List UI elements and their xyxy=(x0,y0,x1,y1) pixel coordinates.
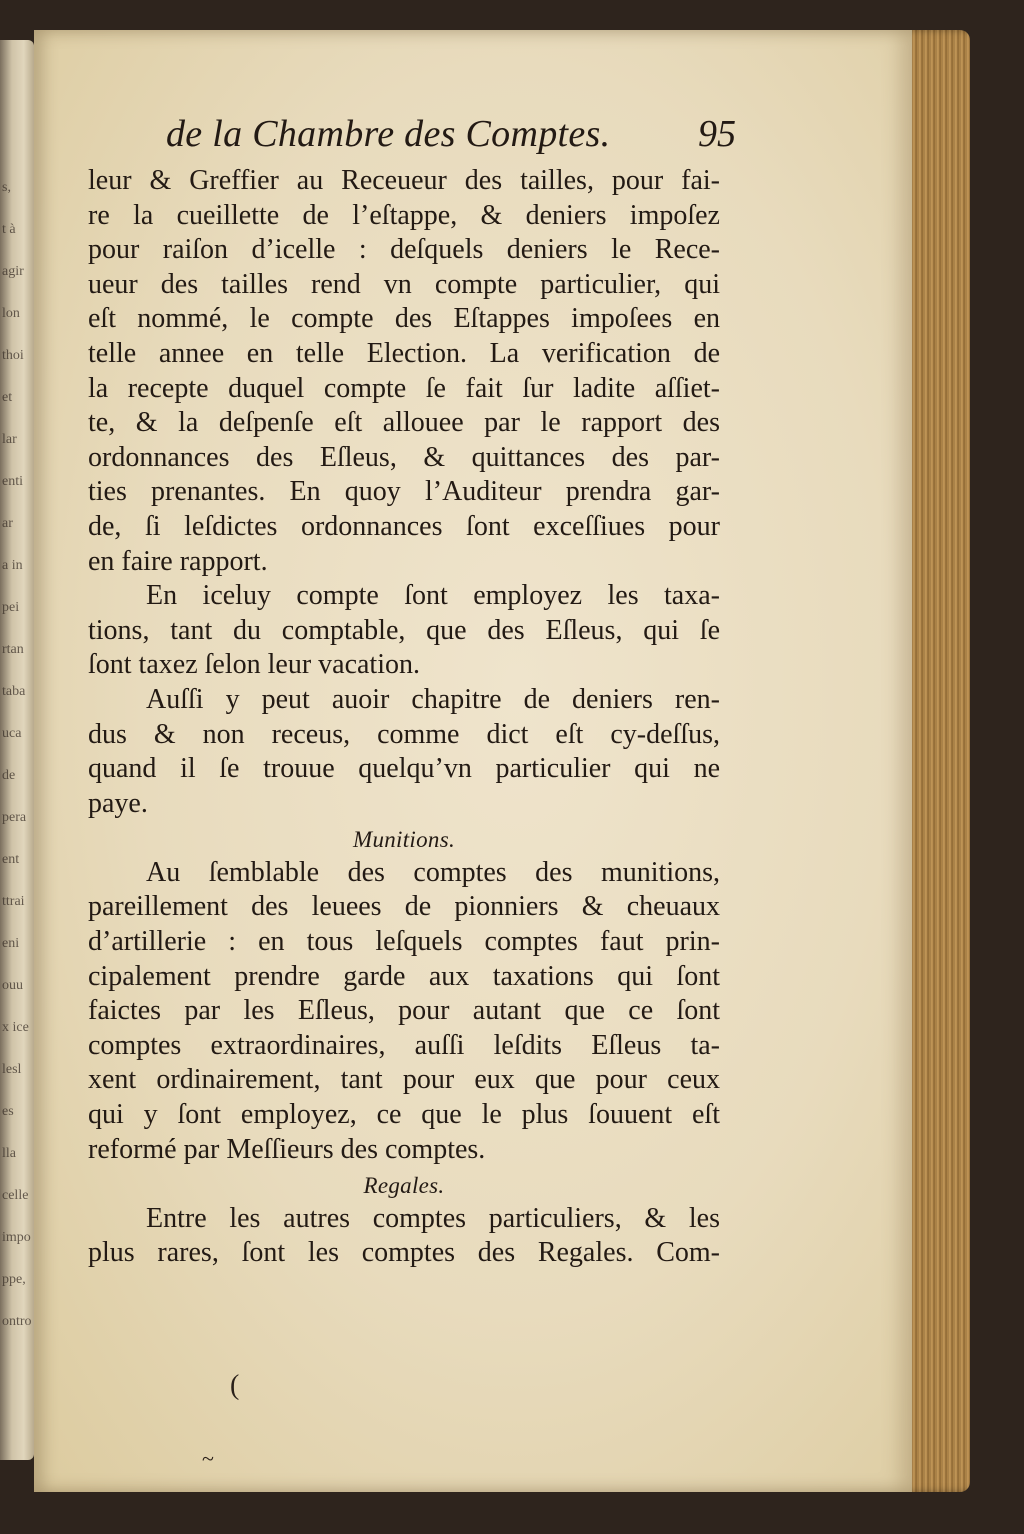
text-line: telle annee en telle Election. La verification de xyxy=(88,337,720,369)
text-line: qui y ſont employez, ce que le plus ſouuent eſt xyxy=(88,1099,720,1131)
text-line: comptes extraordinaires, auſſi leſdits Eſleus ta- xyxy=(88,1029,720,1061)
facing-page-fragment: ar xyxy=(2,516,13,531)
text-line: ſont taxez ſelon leur vacation. xyxy=(88,649,420,681)
text-line: tions, tant du comptable, que des Eſleus, qui ſe xyxy=(88,614,720,646)
paragraph-first-line: Au ſemblable des comptes des munitions, xyxy=(146,856,720,888)
text-line: xent ordinairement, tant pour eux que pour ceux xyxy=(88,1064,720,1096)
text-line: eſt nommé, le compte des Eſtappes impoſees en xyxy=(88,303,720,335)
facing-page-fragment: pei xyxy=(2,600,20,615)
text-line: leur & Greffier au Receueur des tailles, pour fai- xyxy=(88,165,720,196)
left-page-edge xyxy=(0,40,34,1460)
facing-page-fragment: de xyxy=(2,768,16,783)
facing-page-fragment: lon xyxy=(2,306,20,321)
facing-page-fragment: lesl xyxy=(2,1062,22,1077)
text-line: plus rares, ſont les comptes des Regales. Com- xyxy=(88,1237,720,1269)
stray-mark: ( xyxy=(230,1370,240,1401)
text-line: de, ſi leſdictes ordonnances ſont exceſſiues pour xyxy=(88,510,720,542)
paragraph-first-line: En iceluy compte ſont employez les taxa- xyxy=(146,580,720,612)
text-line: faictes par les Eſleus, pour autant que ce ſont xyxy=(88,995,720,1027)
facing-page-fragment: s, xyxy=(2,180,11,195)
running-title: de la Chambre des Comptes. xyxy=(166,113,611,155)
text-line: dus & non receus, comme dict eſt cy-deſſus, xyxy=(88,718,720,750)
paragraph-first-line: Auſſi y peut auoir chapitre de deniers ren- xyxy=(146,683,720,715)
text-line: cipalement prendre garde aux taxations qui ſont xyxy=(88,960,720,992)
page-number: 95 xyxy=(698,113,736,155)
text-line: pareillement des leuees de pionniers & cheuaux xyxy=(88,891,720,923)
text-line: ordonnances des Eſleus, & quittances des par- xyxy=(88,441,720,473)
facing-page-fragment: lar xyxy=(2,432,17,447)
facing-page-fragment: ouu xyxy=(2,978,23,993)
facing-page-fragment: et xyxy=(2,390,13,405)
facing-page-fragment: a in xyxy=(2,558,23,573)
text-line: la recepte duquel compte ſe fait ſur ladite aſſiet- xyxy=(88,372,720,404)
facing-page-fragment: eni xyxy=(2,936,20,951)
facing-page-fragment: rtan xyxy=(2,642,24,657)
facing-page-fragment: lla xyxy=(2,1146,16,1161)
facing-page-fragment: ent xyxy=(2,852,20,867)
text-line: ueur des tailles rend vn compte particulier, qui xyxy=(88,268,720,300)
section-heading: Munitions. xyxy=(352,827,456,853)
text-line: re la cueillette de l’eſtappe, & deniers impoſez xyxy=(88,199,720,231)
facing-page-fragment: ppe, xyxy=(2,1272,26,1287)
facing-page-fragment: enti xyxy=(2,474,23,489)
facing-page-fragment: t à xyxy=(2,222,16,237)
facing-page-fragment: ttrai xyxy=(2,894,25,909)
text-line: reformé par Meſſieurs des comptes. xyxy=(88,1133,486,1165)
facing-page-fragment: pera xyxy=(2,810,27,825)
facing-page-fragment: x ice xyxy=(2,1020,29,1035)
text-line: paye. xyxy=(88,787,148,819)
page-header xyxy=(166,112,736,160)
facing-page-fragment: taba xyxy=(2,684,26,699)
facing-page-fragment: es xyxy=(2,1104,14,1119)
text-line: quand il ſe trouue quelqu’vn particulier qui ne xyxy=(88,753,720,785)
paragraph-first-line: Entre les autres comptes particuliers, & les xyxy=(146,1202,720,1234)
facing-page-fragment: celle xyxy=(2,1188,29,1203)
text-line: en faire rapport. xyxy=(88,545,268,577)
section-heading: Regales. xyxy=(363,1173,445,1199)
text-line: pour raiſon d’icelle : deſquels deniers le Rece- xyxy=(88,234,720,266)
facing-page-fragment: agir xyxy=(2,264,24,279)
stray-mark: ~ xyxy=(202,1446,214,1471)
text-line: ties prenantes. En quoy l’Auditeur prendra gar- xyxy=(88,476,720,508)
text-line: te, & la deſpenſe eſt allouee par le rapport des xyxy=(88,407,720,439)
body-text xyxy=(88,164,720,1271)
facing-page-fragment: ontro xyxy=(2,1314,32,1329)
text-line: d’artillerie : en tous leſquels comptes faut prin- xyxy=(88,926,720,958)
facing-page-fragment: uca xyxy=(2,726,22,741)
facing-page-fragment: impo xyxy=(2,1230,31,1245)
facing-page-fragment: thoi xyxy=(2,348,24,363)
